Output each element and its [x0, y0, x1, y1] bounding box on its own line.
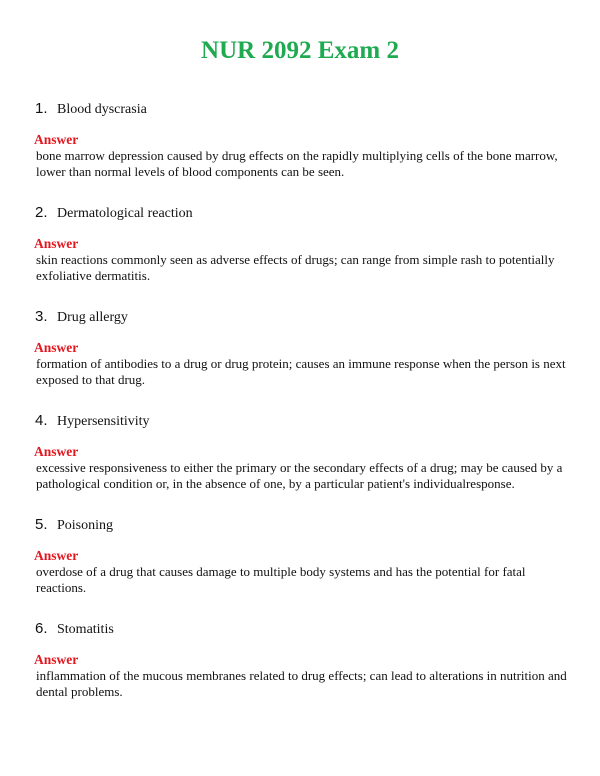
question — [34, 204, 574, 222]
qa-item-3 — [34, 308, 574, 388]
question-term: Drug allergy — [57, 310, 128, 325]
qa-item-1 — [34, 100, 574, 180]
question-term: Dermatological reaction — [57, 206, 193, 221]
question-term: Stomatitis — [57, 622, 114, 637]
answer-label: Answer — [34, 444, 79, 459]
question-number: 3. — [35, 308, 48, 325]
question — [34, 620, 574, 638]
qa-item-5 — [34, 516, 574, 596]
qa-item-4 — [34, 412, 574, 492]
qa-item-2 — [34, 204, 574, 284]
question — [34, 100, 574, 118]
answer-label: Answer — [34, 652, 79, 667]
question-number: 1. — [35, 100, 48, 117]
question — [34, 308, 574, 326]
question-term: Blood dyscrasia — [57, 102, 147, 117]
question — [34, 516, 574, 534]
question-term: Hypersensitivity — [57, 414, 150, 429]
answer-text: inflammation of the mucous membranes related to drug effects; can lead to alterations in nutrition and dental problems. — [36, 668, 567, 699]
question-number: 4. — [35, 412, 48, 429]
page-title: NUR 2092 Exam 2 — [201, 37, 399, 64]
answer-text: formation of antibodies to a drug or drug protein; causes an immune response when the person is next exposed to that drug. — [36, 356, 566, 387]
answer-label: Answer — [34, 548, 79, 563]
answer-text: overdose of a drug that causes damage to multiple body systems and has the potential for fatal reactions. — [36, 564, 526, 595]
question-number: 5. — [35, 516, 48, 533]
answer-label: Answer — [34, 132, 79, 147]
answer-text: excessive responsiveness to either the primary or the secondary effects of a drug; may be caused by a pathological condition or, in the absence of one, by a particular patient's individualresponse. — [36, 460, 563, 491]
question-term: Poisoning — [57, 518, 114, 533]
answer-label: Answer — [34, 340, 79, 355]
question-number: 6. — [35, 620, 48, 637]
question-number: 2. — [35, 204, 48, 221]
answer-label: Answer — [34, 236, 79, 251]
answer-text: bone marrow depression caused by drug effects on the rapidly multiplying cells of the bone marrow, lower than normal levels of blood components can be seen. — [36, 148, 558, 179]
question — [34, 412, 574, 430]
answer-text: skin reactions commonly seen as adverse effects of drugs; can range from simple rash to potentially exfoliative dermatitis. — [36, 252, 555, 283]
qa-item-6 — [34, 620, 574, 700]
